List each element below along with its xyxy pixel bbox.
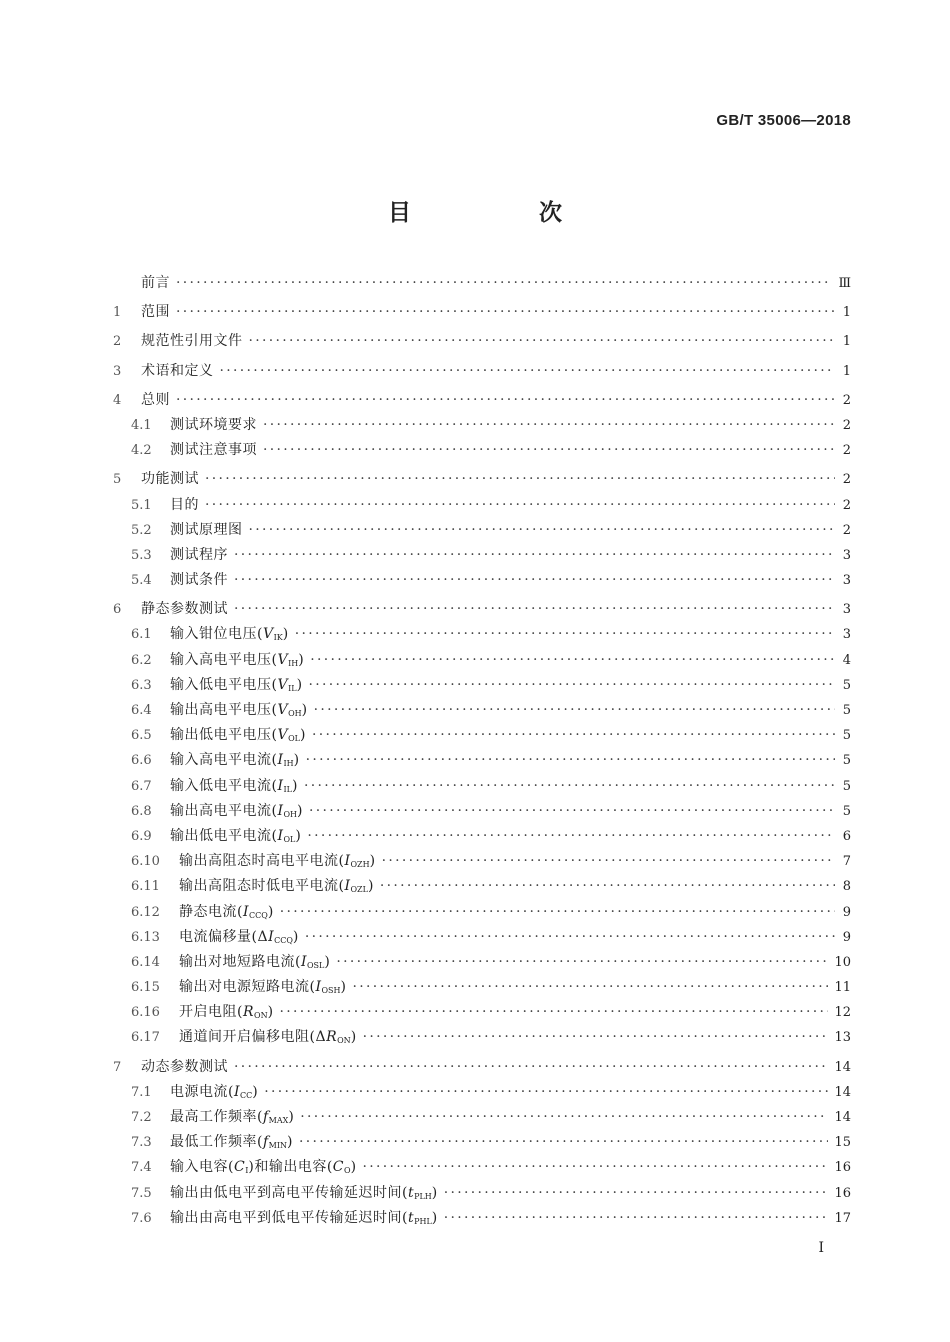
toc-leader-dots bbox=[220, 363, 836, 379]
toc-entry-page: 12 bbox=[834, 1005, 851, 1021]
toc-entry[interactable] bbox=[113, 976, 851, 1001]
toc-entry-number: 1 bbox=[113, 305, 122, 321]
toc-entry-label: 电流偏移量$(\Delta I_{CCQ})$ bbox=[179, 928, 299, 945]
toc-entry-page: 3 bbox=[842, 573, 851, 589]
toc-leader-dots bbox=[295, 626, 835, 642]
toc-entry-number: 6.11 bbox=[131, 879, 160, 895]
toc-entry-label: 测试条件 bbox=[170, 572, 228, 589]
toc-entry-page: 9 bbox=[842, 929, 851, 945]
toc-entry-label: 输入低电平电流$(I_{IL})$ bbox=[170, 777, 298, 794]
toc-entry-page: 1 bbox=[842, 305, 851, 321]
toc-entry-label: 动态参数测试 bbox=[141, 1058, 228, 1075]
toc-entry-number: 7.6 bbox=[131, 1210, 152, 1226]
toc-entry-page: 2 bbox=[842, 443, 851, 459]
toc-entry-page: 5 bbox=[842, 703, 851, 718]
toc-entry-label: 输出低电平电压$(V_{OL})$ bbox=[170, 727, 306, 744]
toc-entry[interactable] bbox=[113, 1081, 851, 1106]
toc-entry[interactable] bbox=[113, 360, 851, 385]
toc-entry-label: 目的 bbox=[170, 496, 199, 513]
toc-entry-label: 前言 bbox=[141, 275, 170, 291]
toc-entry-number: 7.1 bbox=[131, 1084, 152, 1100]
toc-entry[interactable] bbox=[113, 1106, 851, 1131]
toc-entry-page: 9 bbox=[842, 904, 851, 920]
page-number: I bbox=[818, 1240, 824, 1256]
toc-entry-number: 7.4 bbox=[131, 1160, 152, 1176]
toc-leader-dots bbox=[310, 652, 835, 668]
toc-entry[interactable] bbox=[113, 901, 851, 926]
toc-entry-label: 测试环境要求 bbox=[170, 416, 257, 433]
toc-entry-label: 输入高电平电压$(V_{IH})$ bbox=[170, 651, 305, 668]
toc-entry-page: 6 bbox=[842, 828, 851, 844]
toc-leader-dots bbox=[249, 333, 836, 349]
toc-entry[interactable] bbox=[113, 1156, 851, 1181]
toc-entry-label: 输出高阻态时低电平电流$(I_{OZL})$ bbox=[179, 878, 374, 895]
toc-leader-dots bbox=[304, 778, 835, 794]
toc-leader-dots bbox=[249, 522, 836, 538]
toc-leader-dots bbox=[300, 1109, 828, 1125]
toc-entry-label: 输入钳位电压$(V_{IK})$ bbox=[170, 626, 289, 643]
toc-entry-page: 2 bbox=[842, 417, 851, 433]
toc-leader-dots bbox=[280, 904, 835, 920]
toc-entry-page: 5 bbox=[842, 753, 851, 769]
toc-entry-number: 6.8 bbox=[131, 803, 152, 819]
toc-entry[interactable] bbox=[113, 800, 851, 825]
toc-entry-number: 6.9 bbox=[131, 828, 152, 844]
toc-entry-number: 6.2 bbox=[131, 652, 152, 668]
toc-entry-number: 5.3 bbox=[131, 547, 152, 563]
toc-entry-label: 功能测试 bbox=[141, 471, 199, 488]
toc-entry-label: 范围 bbox=[141, 304, 170, 321]
toc-entry-label: 测试原理图 bbox=[170, 521, 243, 538]
toc-entry-page: 3 bbox=[842, 602, 851, 618]
toc-leader-dots bbox=[234, 547, 835, 563]
toc-entry-number: 7.3 bbox=[131, 1135, 152, 1151]
toc-entry-number: 6 bbox=[113, 602, 122, 618]
toc-entry[interactable] bbox=[113, 1001, 851, 1026]
toc-entry-label: 最低工作频率$(f_{MIN})$ bbox=[170, 1134, 293, 1151]
toc-entry-number: 6.7 bbox=[131, 778, 152, 794]
toc-leader-dots bbox=[363, 1159, 829, 1175]
toc-leader-dots bbox=[280, 1004, 829, 1020]
toc-entry-label: 测试注意事项 bbox=[170, 442, 257, 459]
toc-entry[interactable] bbox=[113, 1182, 851, 1207]
toc-leader-dots bbox=[234, 572, 835, 588]
toc-entry-label: 输入高电平电流$(I_{IH})$ bbox=[170, 752, 300, 769]
toc-entry-label: 输出由低电平到高电平传输延迟时间$(t_{PLH})$ bbox=[170, 1184, 438, 1201]
toc-entry-number: 7.5 bbox=[131, 1185, 152, 1201]
toc-leader-dots bbox=[444, 1185, 829, 1201]
toc-entry[interactable] bbox=[113, 724, 851, 749]
toc-entry-number: 6.15 bbox=[131, 980, 160, 996]
toc-entry[interactable] bbox=[113, 623, 851, 648]
toc-entry-label: 最高工作频率$(f_{MAX})$ bbox=[170, 1109, 295, 1125]
toc-entry[interactable] bbox=[113, 749, 851, 774]
toc-entry[interactable] bbox=[113, 1207, 851, 1232]
toc-entry-page: 3 bbox=[842, 547, 851, 563]
toc-entry-number: 6.14 bbox=[131, 954, 160, 970]
toc-entry-label: 电源电流$(I_{CC})$ bbox=[170, 1083, 259, 1100]
toc-entry[interactable] bbox=[113, 825, 851, 850]
toc-leader-dots bbox=[263, 417, 835, 433]
toc-entry-number: 2 bbox=[113, 334, 122, 350]
toc-entry[interactable] bbox=[113, 951, 851, 976]
toc-entry-number: 6.17 bbox=[131, 1030, 160, 1046]
toc-leader-dots bbox=[234, 601, 835, 617]
toc-leader-dots bbox=[309, 677, 835, 693]
toc-entry[interactable] bbox=[113, 598, 851, 623]
toc-entry-label: 输出高阻态时高电平电流$(I_{OZH})$ bbox=[179, 853, 376, 870]
toc-entry-page: 1 bbox=[842, 363, 851, 379]
toc-entry-label: 总则 bbox=[141, 391, 170, 408]
toc-entry[interactable] bbox=[113, 544, 851, 569]
toc-leader-dots bbox=[314, 702, 835, 718]
toc-entry-label: 通道间开启偏移电阻$(\Delta R_{ON})$ bbox=[179, 1029, 357, 1046]
toc-entry-number: 5.4 bbox=[131, 573, 152, 589]
toc-entry-number: 6.13 bbox=[131, 929, 160, 945]
toc-entry-number: 7 bbox=[113, 1059, 122, 1075]
toc-leader-dots bbox=[444, 1210, 829, 1226]
toc-entry-page: 2 bbox=[842, 522, 851, 538]
toc-leader-dots bbox=[312, 727, 835, 743]
toc-entry-number: 6.5 bbox=[131, 728, 152, 744]
toc-leader-dots bbox=[380, 878, 835, 894]
toc-leader-dots bbox=[205, 471, 835, 487]
toc-entry-label: 开启电阻$(R_{ON})$ bbox=[179, 1004, 274, 1021]
toc-entry-number: 6.6 bbox=[131, 753, 152, 769]
toc-entry[interactable] bbox=[113, 468, 851, 493]
toc-entry[interactable] bbox=[113, 699, 851, 724]
toc-entry-page: 10 bbox=[834, 954, 851, 970]
toc-entry[interactable] bbox=[113, 569, 851, 594]
toc-entry-page: 5 bbox=[842, 677, 851, 693]
toc-entry-label: 术语和定义 bbox=[141, 362, 214, 379]
toc-entry-page: 1 bbox=[842, 334, 851, 350]
toc-entry-number: 7.2 bbox=[131, 1110, 152, 1125]
toc-entry-number: 6.16 bbox=[131, 1005, 160, 1021]
toc-entry[interactable] bbox=[113, 389, 851, 414]
toc-leader-dots bbox=[299, 1134, 828, 1150]
toc-entry-label: 输入电容$(C_I)$和输出电容$(C_O)$ bbox=[170, 1159, 357, 1176]
toc-entry-page: 7 bbox=[842, 854, 851, 870]
toc-entry[interactable] bbox=[113, 649, 851, 674]
toc-entry-number: 4.1 bbox=[131, 417, 152, 433]
toc-leader-dots bbox=[264, 1084, 828, 1100]
toc-entry[interactable] bbox=[113, 301, 851, 326]
toc-entry-page: 2 bbox=[842, 392, 851, 408]
toc-entry-number: 6.3 bbox=[131, 677, 152, 693]
toc-entry[interactable] bbox=[113, 674, 851, 699]
toc-entry-page: 14 bbox=[834, 1059, 851, 1075]
toc-leader-dots bbox=[176, 392, 835, 408]
toc-entry-page: 11 bbox=[834, 980, 851, 996]
toc-entry[interactable] bbox=[113, 494, 851, 519]
toc-entry-number: 6.1 bbox=[131, 627, 152, 643]
table-of-contents bbox=[113, 272, 851, 1232]
toc-entry-number: 6.12 bbox=[131, 904, 160, 920]
toc-entry[interactable] bbox=[113, 875, 851, 900]
toc-entry-label: 输入低电平电压$(V_{IL})$ bbox=[170, 676, 303, 693]
toc-entry[interactable] bbox=[113, 439, 851, 464]
toc-entry[interactable] bbox=[113, 926, 851, 951]
toc-entry-label: 静态电流$(I_{CCQ})$ bbox=[179, 903, 274, 920]
toc-entry[interactable] bbox=[113, 775, 851, 800]
toc-entry-page: 15 bbox=[834, 1135, 851, 1151]
toc-entry[interactable] bbox=[113, 1056, 851, 1081]
toc-entry-number: 3 bbox=[113, 363, 122, 379]
toc-entry-number: 5.1 bbox=[131, 497, 152, 513]
toc-entry[interactable] bbox=[113, 414, 851, 439]
toc-leader-dots bbox=[305, 929, 835, 945]
toc-entry-page: 17 bbox=[834, 1210, 851, 1226]
standard-code: GB/T 35006—2018 bbox=[716, 112, 851, 129]
toc-leader-dots bbox=[234, 1059, 828, 1075]
toc-leader-dots bbox=[307, 828, 835, 844]
toc-title: 目 次 bbox=[387, 200, 602, 226]
toc-leader-dots bbox=[309, 803, 835, 819]
toc-leader-dots bbox=[306, 752, 835, 768]
toc-entry-page: 13 bbox=[834, 1030, 851, 1046]
toc-leader-dots bbox=[176, 275, 832, 291]
toc-entry-label: 静态参数测试 bbox=[141, 601, 228, 618]
toc-entry-number: 4.2 bbox=[131, 443, 152, 459]
toc-entry-label: 输出低电平电流$(I_{OL})$ bbox=[170, 827, 302, 844]
toc-entry-label: 测试程序 bbox=[170, 546, 228, 563]
toc-entry-page: 2 bbox=[842, 497, 851, 513]
toc-entry[interactable] bbox=[113, 519, 851, 544]
toc-entry-number: 5 bbox=[113, 472, 122, 488]
toc-entry-label: 规范性引用文件 bbox=[141, 333, 243, 350]
toc-leader-dots bbox=[176, 304, 835, 320]
toc-entry-page: 3 bbox=[842, 627, 851, 643]
toc-entry[interactable] bbox=[113, 850, 851, 875]
toc-leader-dots bbox=[205, 497, 835, 513]
toc-entry-page: 16 bbox=[834, 1185, 851, 1201]
toc-entry-label: 输出由高电平到低电平传输延迟时间$(t_{PHL})$ bbox=[170, 1209, 438, 1226]
toc-leader-dots bbox=[336, 954, 828, 970]
toc-entry-label: 输出高电平电流$(I_{OH})$ bbox=[170, 802, 304, 819]
toc-entry-number: 4 bbox=[113, 392, 122, 408]
toc-entry[interactable] bbox=[113, 272, 851, 297]
toc-entry-page: 16 bbox=[834, 1160, 851, 1176]
toc-entry[interactable] bbox=[113, 1026, 851, 1051]
toc-entry-number: 6.10 bbox=[131, 854, 160, 870]
toc-entry-label: 输出对电源短路电流$(I_{OSH})$ bbox=[179, 979, 347, 996]
toc-leader-dots bbox=[382, 853, 835, 869]
toc-entry-page: 8 bbox=[842, 879, 851, 895]
toc-entry-page: 14 bbox=[834, 1084, 851, 1100]
toc-entry-number: 5.2 bbox=[131, 522, 152, 538]
toc-entry-page: 5 bbox=[842, 803, 851, 819]
toc-entry-page: 4 bbox=[842, 652, 851, 668]
toc-entry-page: 2 bbox=[842, 472, 851, 488]
toc-leader-dots bbox=[363, 1029, 829, 1045]
toc-entry[interactable] bbox=[113, 1131, 851, 1156]
toc-entry-label: 输出高电平电压$(V_{OH})$ bbox=[170, 702, 308, 718]
toc-entry-page: 14 bbox=[834, 1110, 851, 1125]
toc-entry-page: 5 bbox=[842, 778, 851, 794]
toc-entry-page: 5 bbox=[842, 728, 851, 744]
toc-entry-number: 6.4 bbox=[131, 703, 152, 718]
toc-leader-dots bbox=[352, 979, 828, 995]
toc-entry-page: Ⅲ bbox=[838, 276, 851, 291]
toc-leader-dots bbox=[263, 442, 835, 458]
toc-entry[interactable] bbox=[113, 330, 851, 355]
toc-entry-label: 输出对地短路电流$(I_{OSL})$ bbox=[179, 953, 331, 970]
